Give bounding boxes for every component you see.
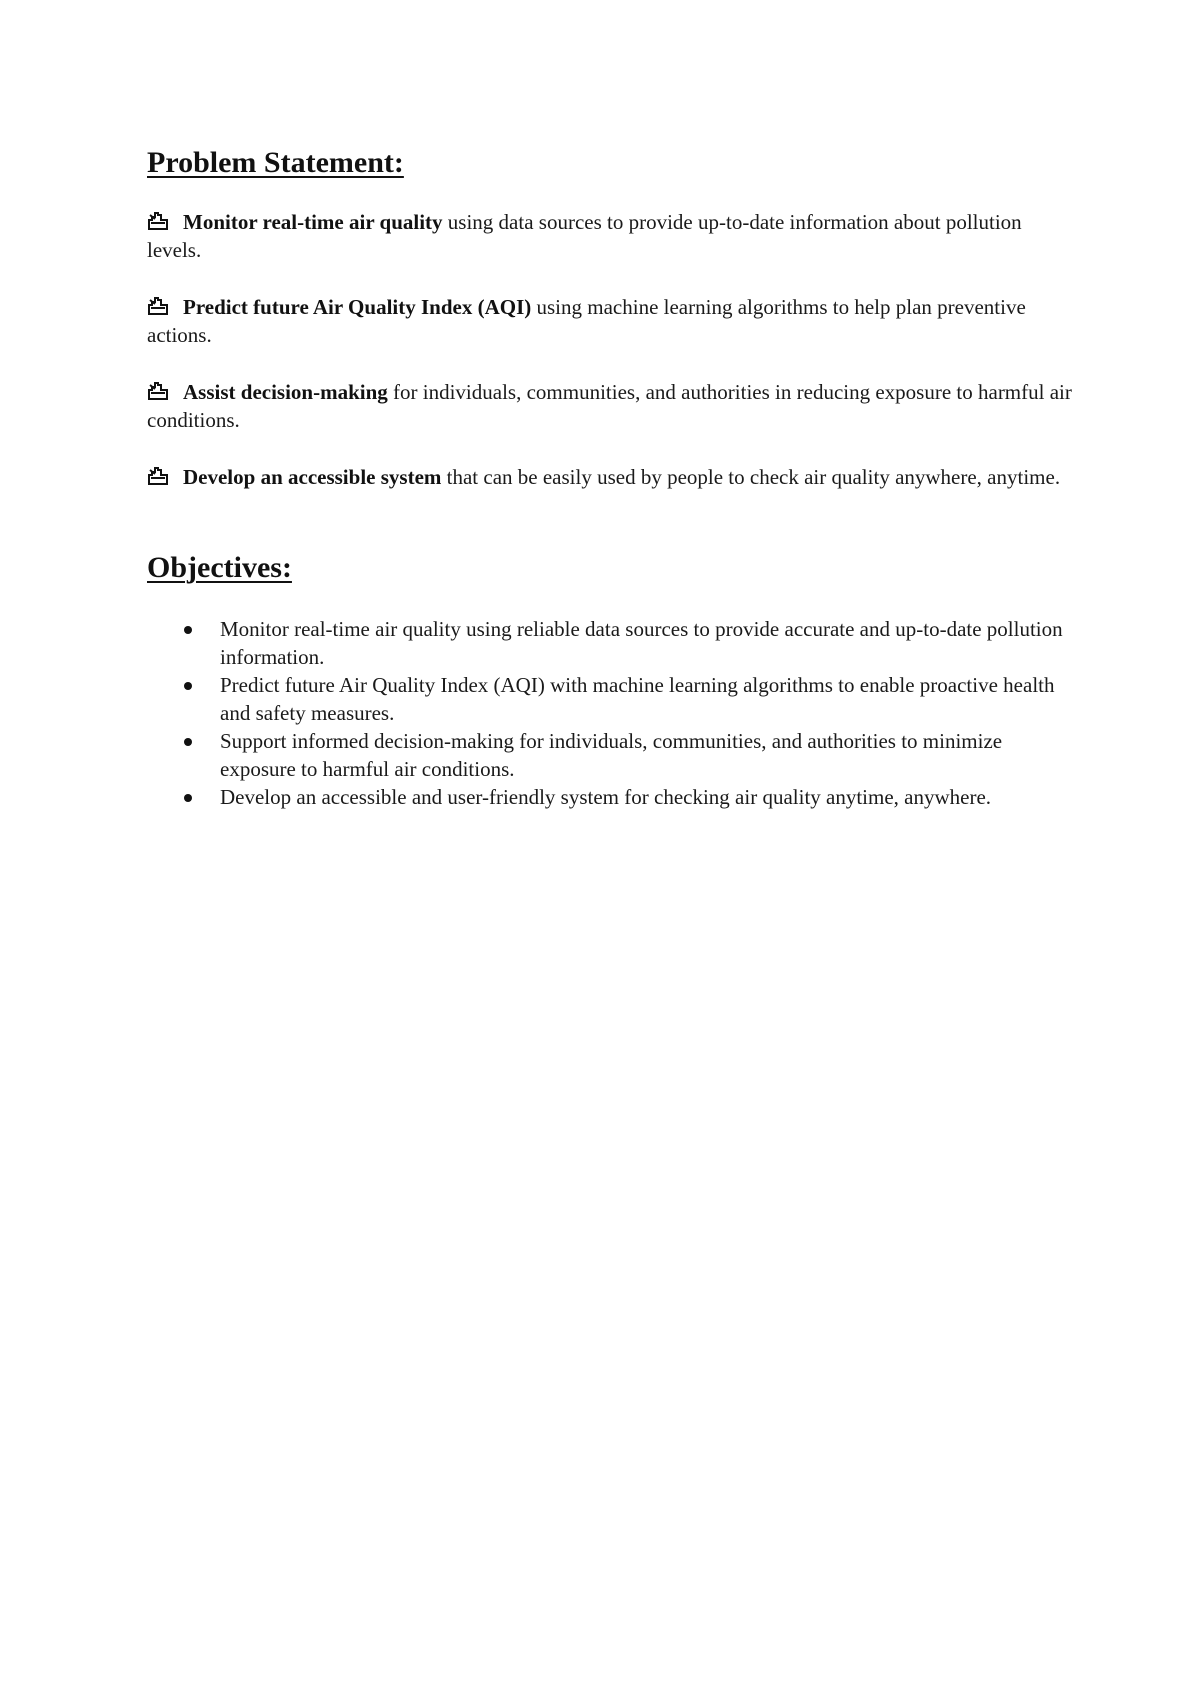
problem-item-bold: Predict future Air Quality Index (AQI) xyxy=(183,295,532,319)
problem-item-bold: Monitor real-time air quality xyxy=(183,210,443,234)
objectives-list xyxy=(147,615,1077,811)
writing-hand-icon xyxy=(147,210,169,230)
problem-item xyxy=(147,208,1077,264)
objective-text: Develop an accessible and user-friendly system for checking air quality anytime, anywhere. xyxy=(220,785,992,809)
objective-text: Predict future Air Quality Index (AQI) with machine learning algorithms to enable proactive health and safety measures. xyxy=(220,673,1055,725)
problem-item xyxy=(147,293,1077,349)
problem-item-bold: Develop an accessible system xyxy=(183,465,442,489)
bullet-icon xyxy=(184,626,192,634)
problem-statement-heading: Problem Statement: xyxy=(147,146,404,179)
objectives-heading: Objectives: xyxy=(147,551,292,584)
writing-hand-icon xyxy=(147,465,169,485)
bullet-icon xyxy=(184,682,192,690)
writing-hand-icon xyxy=(147,295,169,315)
problem-item xyxy=(147,463,1077,491)
list-item xyxy=(147,727,1077,783)
writing-hand-icon xyxy=(147,380,169,400)
objective-text: Monitor real-time air quality using reliable data sources to provide accurate and up-to-date pollution information. xyxy=(220,617,1063,669)
problem-item-bold: Assist decision-making xyxy=(183,380,388,404)
list-item xyxy=(147,671,1077,727)
problem-statement-list xyxy=(147,208,1077,520)
list-item xyxy=(147,783,1077,811)
problem-item-text: using data sources to provide up-to-date information about pollution levels. xyxy=(147,210,1022,262)
bullet-icon xyxy=(184,738,192,746)
problem-item-text: using machine learning algorithms to help plan preventive actions. xyxy=(147,295,1026,347)
bullet-icon xyxy=(184,794,192,802)
list-item xyxy=(147,615,1077,671)
problem-item-text: for individuals, communities, and authorities in reducing exposure to harmful air conditions. xyxy=(147,380,1072,432)
problem-item-text: that can be easily used by people to check air quality anywhere, anytime. xyxy=(441,465,1061,489)
objective-text: Support informed decision-making for individuals, communities, and authorities to minimize exposure to harmful air conditions. xyxy=(220,729,1003,781)
problem-item xyxy=(147,378,1077,434)
